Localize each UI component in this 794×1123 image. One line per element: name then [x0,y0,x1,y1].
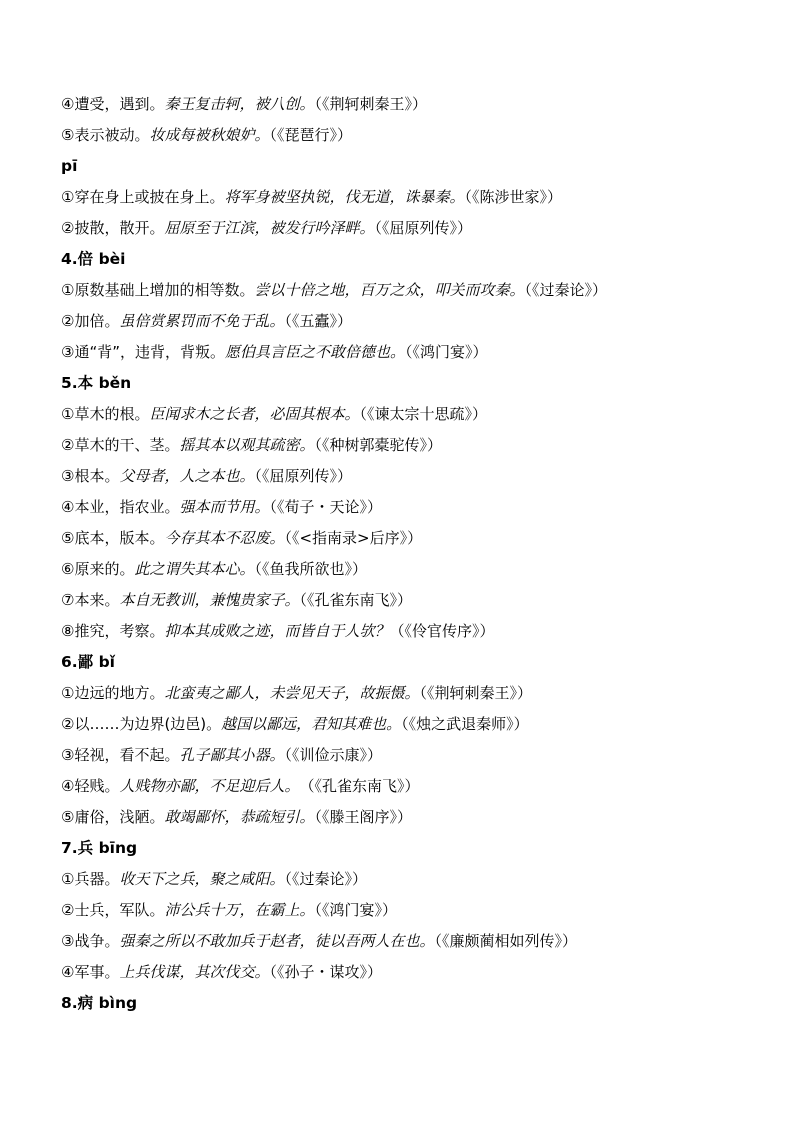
entry-heading: 8.病 bìng [61,994,138,1012]
example-sentence: 人贱物亦鄙，不足迎后人。 [119,777,292,795]
source-citation: （《廉颇蔺相如列传》） [434,932,577,950]
source-citation: （《伶官传序》） [389,622,495,640]
example-sentence: 强秦之所以不敢加兵于赵者，徒以吾两人在也。 [119,932,435,950]
entry-heading: 4.倍 bèi [61,250,126,268]
definition-line [61,621,494,641]
example-sentence: 强本而节用。 [179,498,270,516]
example-sentence: 摇其本以观其疏密。 [179,436,315,454]
source-citation: （《过秦论》） [524,281,607,299]
source-citation: （《种树郭橐驼传》） [314,436,442,454]
source-citation: （《鸿门宴》） [314,901,397,919]
definition-text: ⑤庸俗，浅陋。 [61,808,165,826]
definition-text: ⑤表示被动。 [61,126,150,144]
source-citation: （《五蠹》） [284,312,352,330]
definition-line [61,311,352,331]
definition-text: ②士兵，军队。 [61,901,165,919]
source-citation: （《屈原列传》） [374,219,472,237]
definition-line [61,280,607,300]
definition-line [61,187,562,207]
source-citation: （《孔雀东南飞》） [291,777,420,795]
definition-line [61,869,367,889]
source-citation: （《荆轲刺秦王》） [419,684,532,702]
definition-text: ⑤底本，版本。 [61,529,165,547]
entry-heading: 6.鄙 bǐ [61,653,115,671]
definition-text: ④军事。 [61,963,120,981]
example-sentence: 今存其本不忍废。 [164,529,285,547]
definition-text: ②加倍。 [61,312,120,330]
source-citation: （《荀子・天论》） [269,498,382,516]
definition-text: ④本业，指农业。 [61,498,180,516]
source-citation: （《过秦论》） [284,870,367,888]
definition-line [61,218,472,238]
entry-heading: pī [61,157,78,175]
definition-text: ②披散，散开。 [61,219,165,237]
example-sentence: 秦王复击轲，被八创。 [164,95,315,113]
source-citation: （《烛之武退秦师》） [401,715,529,733]
definition-text: ③通“背”，违背，背叛。 [61,343,225,361]
example-sentence: 北蛮夷之鄙人，未尝见天子，故振慑。 [164,684,420,702]
example-sentence: 妆成每被秋娘妒。 [149,126,270,144]
example-sentence: 敢竭鄙怀，恭疏短引。 [164,808,315,826]
definition-text: ①穿在身上或披在身上。 [61,188,225,206]
definition-text: ④轻贱。 [61,777,120,795]
definition-line [61,404,487,424]
source-citation: （《屈原列传》） [254,467,352,485]
definition-line [61,466,352,486]
definition-text: ③轻视，看不起。 [61,746,180,764]
source-citation: （《孔雀东南飞》） [299,591,412,609]
definition-text: ①草木的根。 [61,405,150,423]
definition-line [61,931,577,951]
definition-line [61,683,532,703]
definition-text: ③战争。 [61,932,120,950]
example-sentence: 臣闻求木之长者，必固其根本。 [149,405,360,423]
source-citation: （《琵琶行》） [269,126,352,144]
source-citation: （《鱼我所欲也》） [254,560,367,578]
example-sentence: 愿伯具言臣之不敢倍德也。 [225,343,406,361]
example-sentence: 孔子鄙其小器。 [179,746,285,764]
definition-text: ⑥原来的。 [61,560,135,578]
source-citation: （《鸿门宴》） [405,343,488,361]
source-citation: （《荆轲刺秦王》） [314,95,427,113]
definition-line [61,745,382,765]
example-sentence: 抑本其成败之迹，而皆自于人欤？ [164,622,390,640]
source-citation: （《孙子・谋攻》） [269,963,382,981]
definition-text: ①边远的地方。 [61,684,165,702]
definition-line [61,590,412,610]
definition-text: ②草木的干、茎。 [61,436,180,454]
definition-text: ①兵器。 [61,870,120,888]
source-citation: （《滕王阁序》） [314,808,412,826]
definition-line [61,94,427,114]
definition-line [61,342,488,362]
source-citation: （《<指南录>后序》） [284,529,423,547]
source-citation: （《谏太宗十思疏》） [359,405,487,423]
entry-heading: 5.本 běn [61,374,132,392]
example-sentence: 收天下之兵，聚之咸阳。 [119,870,285,888]
example-sentence: 将军身被坚执锐，伐无道，诛暴秦。 [224,188,465,206]
example-sentence: 越国以鄙远，君知其难也。 [221,715,402,733]
definition-text: ③根本。 [61,467,120,485]
definition-line [61,776,419,796]
definition-line [61,125,352,145]
definition-text: ⑦本来。 [61,591,120,609]
definition-text: ①原数基础上增加的相等数。 [61,281,255,299]
definition-text: ⑧推究，考察。 [61,622,165,640]
example-sentence: 尝以十倍之地，百万之众，叩关而攻秦。 [254,281,525,299]
source-citation: （《陈涉世家》） [464,188,562,206]
example-sentence: 屈原至于江滨，被发行吟泽畔。 [164,219,375,237]
example-sentence: 此之谓失其本心。 [134,560,255,578]
definition-line [61,528,422,548]
example-sentence: 上兵伐谋，其次伐交。 [119,963,270,981]
source-citation: （《训俭示康》） [284,746,382,764]
definition-line [61,714,529,734]
example-sentence: 沛公兵十万，在霸上。 [164,901,315,919]
example-sentence: 父母者，人之本也。 [119,467,255,485]
entry-heading: 7.兵 bīng [61,839,138,857]
definition-line [61,497,382,517]
example-sentence: 本自无教训，兼愧贵家子。 [119,591,300,609]
definition-text: ②以……为边界(边邑)。 [61,715,222,733]
definition-line [61,807,412,827]
definition-text: ④遭受，遇到。 [61,95,165,113]
definition-line [61,900,397,920]
example-sentence: 虽倍赏累罚而不免于乱。 [119,312,285,330]
definition-line [61,962,382,982]
definition-line [61,559,367,579]
definition-line [61,435,442,455]
